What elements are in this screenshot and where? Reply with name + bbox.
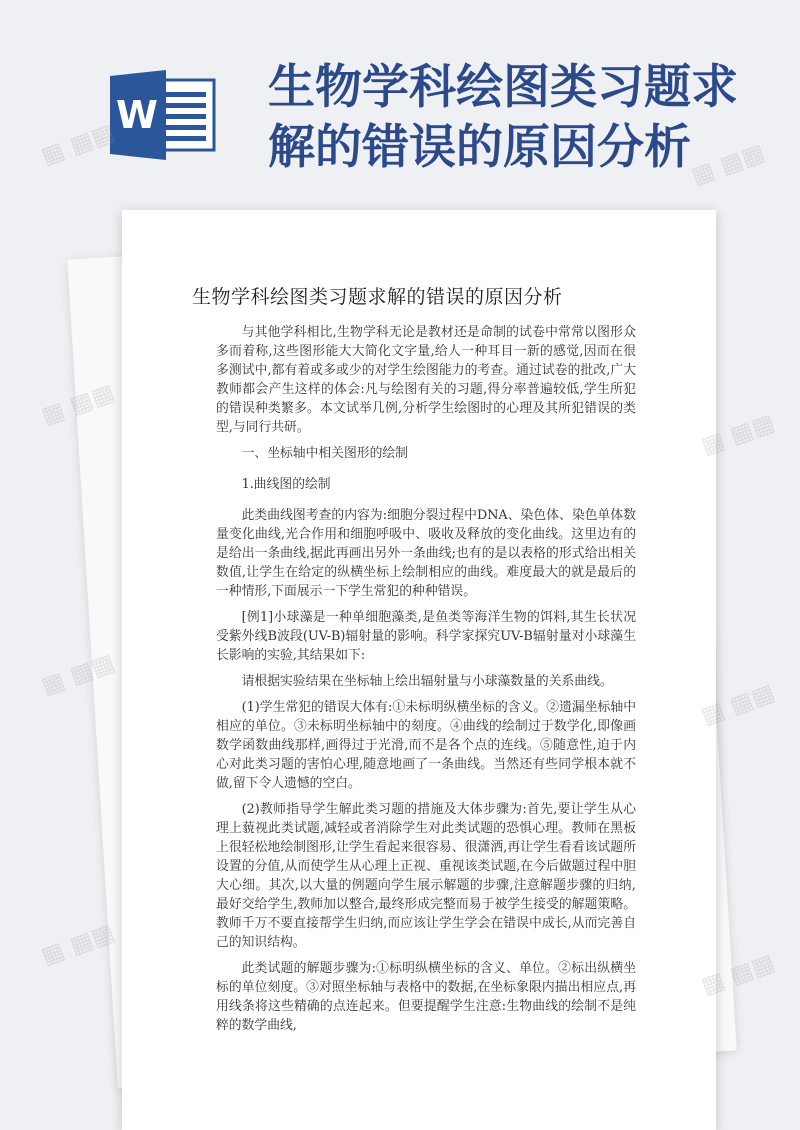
document-title: 生物学科绘图类习题求解的错误的原因分析	[192, 286, 563, 308]
subsection-heading: 1.曲线图的绘制	[241, 477, 331, 492]
paragraph-solution-steps: 此类试题的解题步骤为:①标明纵横坐标的含义、单位。②标出纵横坐标的单位刻度。③对照坐标轴与表格中的数据,在坐标象限内描出相应点,再用线条将这些精确的点连起来。但要提醒学生注意:生物曲线的绘制不是纯粹的数学曲线,	[216, 961, 636, 1033]
watermark-mark: ▦ ▦▦	[37, 647, 119, 701]
watermark-mark: ▦ ▦▦	[37, 917, 119, 971]
paragraph-intro: 与其他学科相比,生物学科无论是教材还是命制的试卷中常常以图形众多而着称,这些图形能大大简化文字量,给人一种耳目一新的感觉,因而在很多测试中,都有着或多或少的对学生绘图能力的考查。通过试卷的批改,广大教师都会产生这样的体会:凡与绘图有关的习题,得分率普遍较低,学生所犯的错误种类繁多。本文试举几例,分析学生绘图时的心理及其所犯错误的类型,与同行共研。	[216, 325, 636, 435]
word-document-icon	[110, 70, 220, 160]
paragraph-teacher-guidance: (2)教师指导学生解此类习题的措施及大体步骤为:首先,要让学生从心理上藐视此类试题,减轻或者消除学生对此类试题的恐惧心理。教师在黑板上很轻松地绘制图形,让学生看起来很容易、很潇洒,再让学生看看该试题所设置的分值,从而使学生从心理上正视、重视该类试题,在今后做题过程中胆大心细。其次,以大量的例题向学生展示解题的步骤,注意解题步骤的归纳,最好交给学生,教师加以整合,最终形成完整而易于被学生接受的解题策略。教师千万不要直接帮学生归纳,而应该让学生学会在错误中成长,从而完善自己的知识结构。	[216, 802, 636, 950]
document-page	[122, 210, 716, 1130]
watermark-mark: ▦ ▦▦	[37, 117, 119, 171]
watermark-mark: ▦ ▦▦	[697, 947, 779, 1001]
watermark-mark: ▦ ▦▦	[697, 677, 779, 731]
paragraph-example-1: [例1]小球藻是一种单细胞藻类,是鱼类等海洋生物的饵料,其生长状况受紫外线B波段(UV-B)辐射量的影响。科学家探究UV-B辐射量对小球藻生长影响的实验,其结果如下:	[216, 610, 636, 663]
watermark-mark: ▦ ▦▦	[687, 137, 769, 191]
document-body	[216, 323, 636, 1042]
section-heading: 一、坐标轴中相关图形的绘制	[241, 446, 408, 461]
paragraph-task: 请根据实验结果在坐标轴上绘出辐射量与小球藻数量的关系曲线。	[241, 674, 613, 689]
paragraph-curve-content: 此类曲线图考查的内容为:细胞分裂过程中DNA、染色体、染色单体数量变化曲线,光合作用和细胞呼吸中、吸收及释放的变化曲线。这里边有的是给出一条曲线,据此再画出另外一条曲线;也有的是以表格的形式给出相关数值,让学生在给定的纵横坐标上绘制相应的曲线。难度最大的就是最后的一种情形,下面展示一下学生常犯的种种错误。	[216, 508, 636, 599]
word-icon-letter: W	[116, 93, 158, 137]
watermark-mark: ▦ ▦▦	[37, 377, 119, 431]
paragraph-common-errors: (1)学生常犯的错误大体有:①未标明纵横坐标的含义。②遗漏坐标轴中相应的单位。③未标明坐标轴中的刻度。④曲线的绘制过于数学化,即像画数学函数曲线那样,画得过于光滑,而不是各个点的连线。⑤随意性,迫于内心对此类习题的害怕心理,随意地画了一条曲线。当然还有些同学根本就不做,留下令人遗憾的空白。	[216, 700, 636, 791]
banner-title: 生物学科绘图类习题求解的错误的原因分析	[268, 60, 738, 175]
watermark-mark: ▦ ▦▦	[697, 407, 779, 461]
